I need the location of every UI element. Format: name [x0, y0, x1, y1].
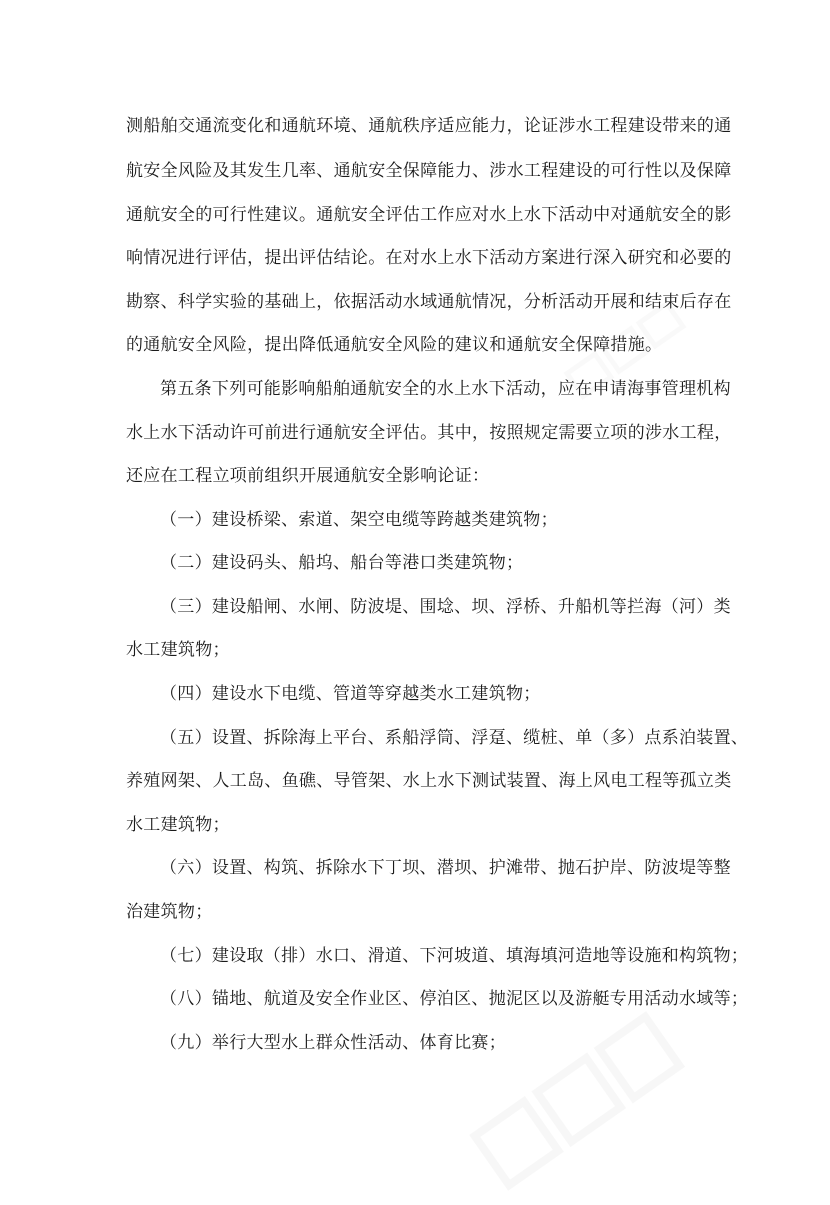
text-line: 通航安全的可行性建议。通航安全评估工作应对水上水下活动中对通航安全的影 — [126, 205, 732, 225]
paragraph-article-5-first-line: 第五条下列可能影响船舶通航安全的水上水下活动，应在申请海事管理机构 — [160, 379, 731, 399]
list-item-8: （八）锚地、航道及安全作业区、停泊区、抛泥区以及游艇专用活动水域等； — [160, 989, 749, 1009]
list-item-3: （三）建设船闸、水闸、防波堤、围埝、坝、浮桥、升船机等拦海（河）类 — [160, 597, 731, 617]
text-line: 勘察、科学实验的基础上，依据活动水域通航情况，分析活动开展和结束后存在 — [126, 292, 732, 312]
list-item-1: （一）建设桥梁、索道、架空电缆等跨越类建筑物； — [160, 510, 558, 530]
text-line: 航安全风险及其发生几率、通航安全保障能力、涉水工程建设的可行性以及保障 — [126, 161, 732, 181]
text-line: 的通航安全风险，提出降低通航安全风险的建议和通航安全保障措施。 — [126, 335, 663, 355]
text-line: 测船舶交通流变化和通航环境、通航秩序适应能力，论证涉水工程建设带来的通 — [126, 116, 732, 136]
list-item-5-continuation: 养殖网架、人工岛、鱼礁、导管架、水上水下测试装置、海上风电工程等孤立类 — [126, 771, 732, 791]
text-line: 响情况进行评估，提出评估结论。在对水上水下活动方案进行深入研究和必要的 — [126, 248, 732, 268]
text-line: 还应在工程立项前组织开展通航安全影响论证： — [126, 466, 490, 486]
list-item-9: （九）举行大型水上群众性活动、体育比赛； — [160, 1033, 506, 1053]
list-item-6: （六）设置、构筑、拆除水下丁坝、潜坝、护滩带、抛石护岸、防波堤等整 — [160, 858, 731, 878]
list-item-5: （五）设置、拆除海上平台、系船浮筒、浮趸、缆桩、单（多）点系泊装置、 — [160, 728, 749, 748]
list-item-2: （二）建设码头、船坞、船台等港口类建筑物； — [160, 553, 524, 573]
list-item-3-continuation: 水工建筑物； — [126, 640, 230, 660]
text-line: 水上水下活动许可前进行通航安全评估。其中，按照规定需要立项的涉水工程， — [126, 423, 732, 443]
list-item-7: （七）建设取（排）水口、滑道、下河坡道、填海填河造地等设施和构筑物； — [160, 946, 749, 966]
list-item-5-continuation: 水工建筑物； — [126, 815, 230, 835]
list-item-6-continuation: 治建筑物； — [126, 902, 213, 922]
list-item-4: （四）建设水下电缆、管道等穿越类水工建筑物； — [160, 684, 541, 704]
